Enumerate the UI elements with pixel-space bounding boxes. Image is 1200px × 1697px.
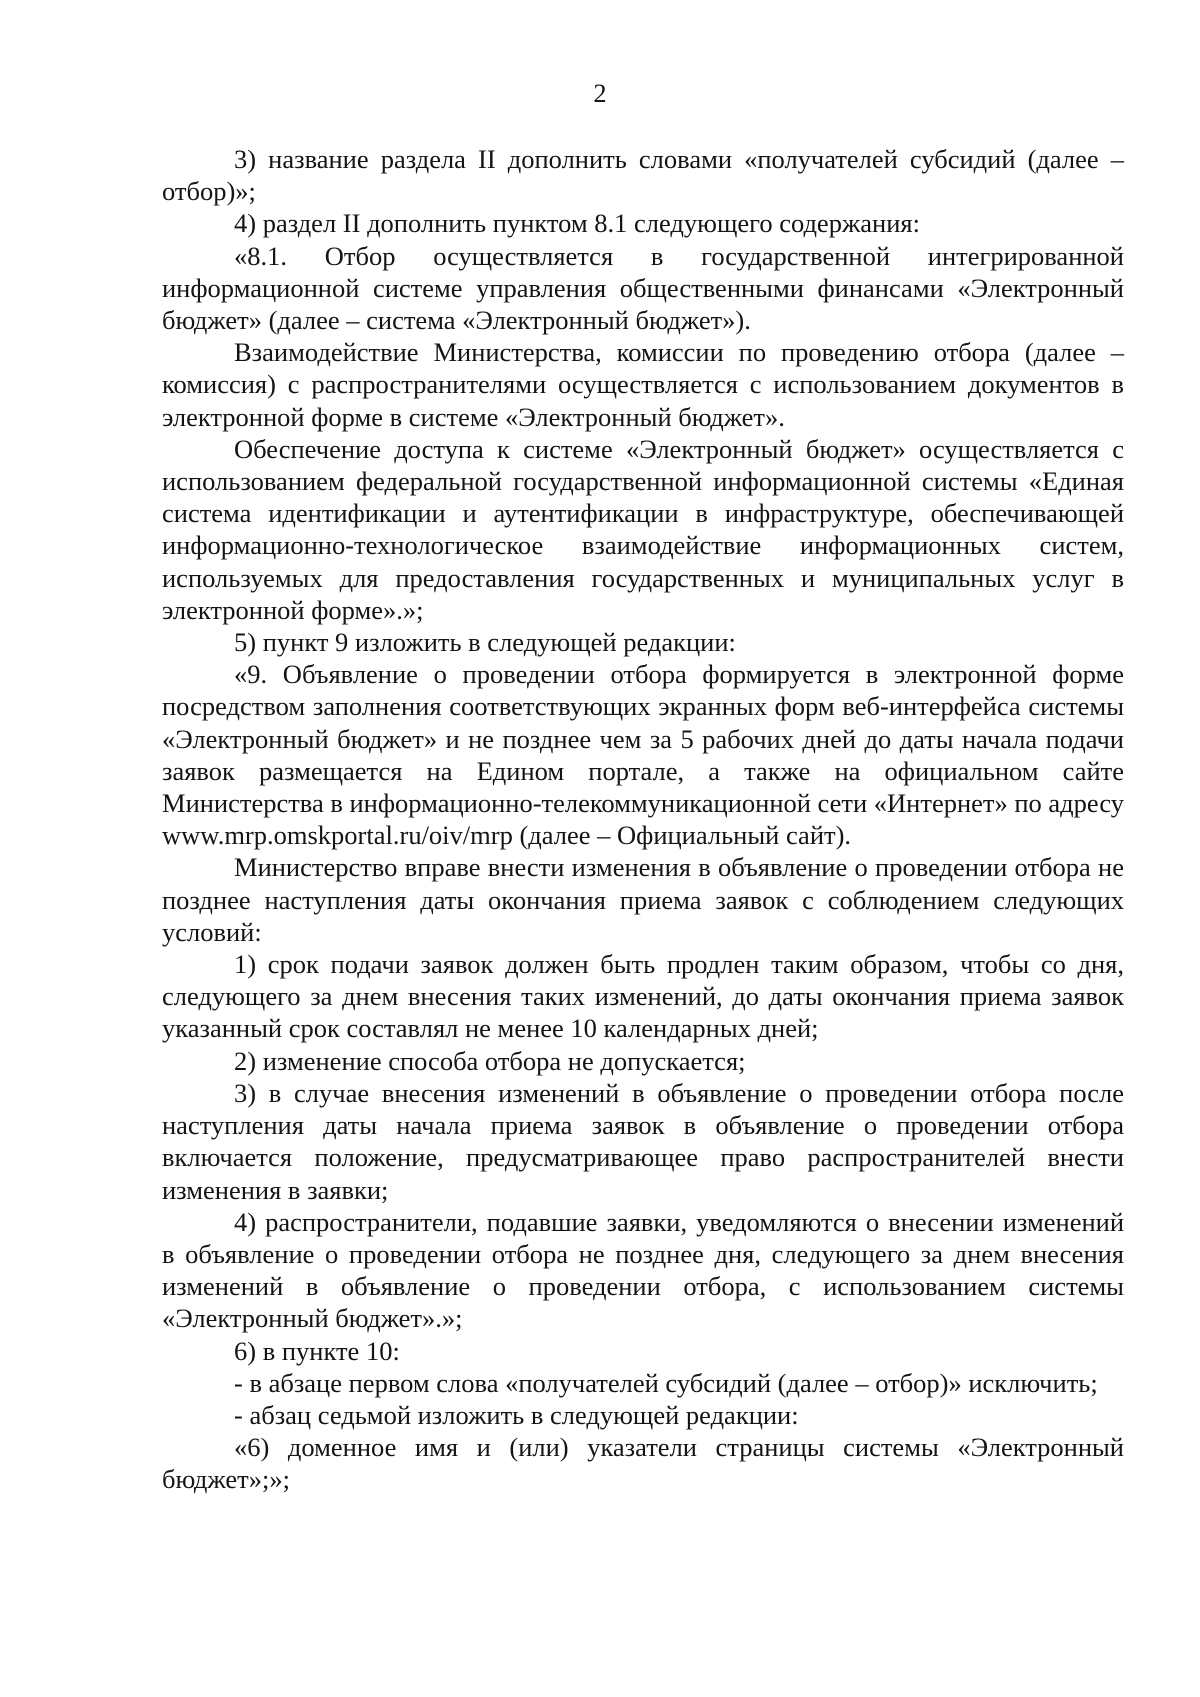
page-number: 2 [593,79,607,108]
paragraph-condition-3: 3) в случае внесения изменений в объявление о проведении отбора после наступления даты начала приема заявок в объявление о проведении отбора включается положение, предусматривающее право распространителей внести изменения в заявки; [162,1077,1124,1205]
paragraph-clause-8-1: «8.1. Отбор осуществляется в государственной интегрированной информационной системе управления общественными финансами «Электронный бюджет» (далее – система «Электронный бюджет»). [162,240,1124,336]
paragraph-domain-name: «6) доменное имя и (или) указатели страницы системы «Электронный бюджет»;»; [162,1432,1124,1495]
paragraph-first-abzac: - в абзаце первом слова «получателей субсидий (далее – отбор)» исключить; [234,1367,1098,1398]
paragraph-ministry-changes: Министерство вправе внести изменения в объявление о проведении отбора не позднее наступления даты окончания приема заявок с соблюдением следующих условий: [162,852,1124,947]
paragraph-item-5: 5) пункт 9 изложить в следующей редакции: [234,627,736,658]
document-body [162,143,1124,1496]
paragraph-seventh-abzac: - абзац седьмой изложить в следующей редакции: [234,1399,799,1430]
paragraph-access: Обеспечение доступа к системе «Электронный бюджет» осуществляется с использованием федеральной государственной информационной системы «Единая система идентификации и аутентификации в инфраструктуре, обеспечивающей информационно-технологическое взаимодействие информационных систем, используемых для предоставления государственных и муниципальных услуг в электронной форме».»; [162,433,1124,625]
paragraph-item-3: 3) название раздела II дополнить словами «получателей субсидий (далее – отбор)»; [162,144,1124,207]
paragraph-item-6: 6) в пункте 10: [234,1335,400,1366]
paragraph-condition-2: 2) изменение способа отбора не допускается; [234,1045,746,1076]
paragraph-condition-1: 1) срок подачи заявок должен быть продлен таким образом, чтобы со дня, следующего за днем внесения таких изменений, до даты окончания приема заявок указанный срок составлял не менее 10 календарных дней; [162,949,1124,1044]
paragraph-interaction: Взаимодействие Министерства, комиссии по проведению отбора (далее – комиссия) с распространителями осуществляется с использованием документов в электронной форме в системе «Электронный бюджет». [162,337,1124,432]
paragraph-condition-4: 4) распространители, подавшие заявки, уведомляются о внесении изменений в объявление о проведении отбора не позднее дня, следующего за днем внесения изменений в объявление о проведении отбора, с использованием системы «Электронный бюджет».»; [162,1206,1124,1334]
paragraph-clause-9: «9. Объявление о проведении отбора формируется в электронной форме посредством заполнения соответствующих экранных форм веб-интерфейса системы «Электронный бюджет» и не позднее чем за 5 рабочих дней до даты начала подачи заявок размещается на Едином портале, а также на официальном сайте Министерства в информационно-телекоммуникационной сети «Интернет» по адресу www.mrp.omskportal.ru/oiv/mrp (далее – Официальный сайт). [162,659,1124,851]
paragraph-item-4: 4) раздел II дополнить пунктом 8.1 следующего содержания: [234,208,920,239]
